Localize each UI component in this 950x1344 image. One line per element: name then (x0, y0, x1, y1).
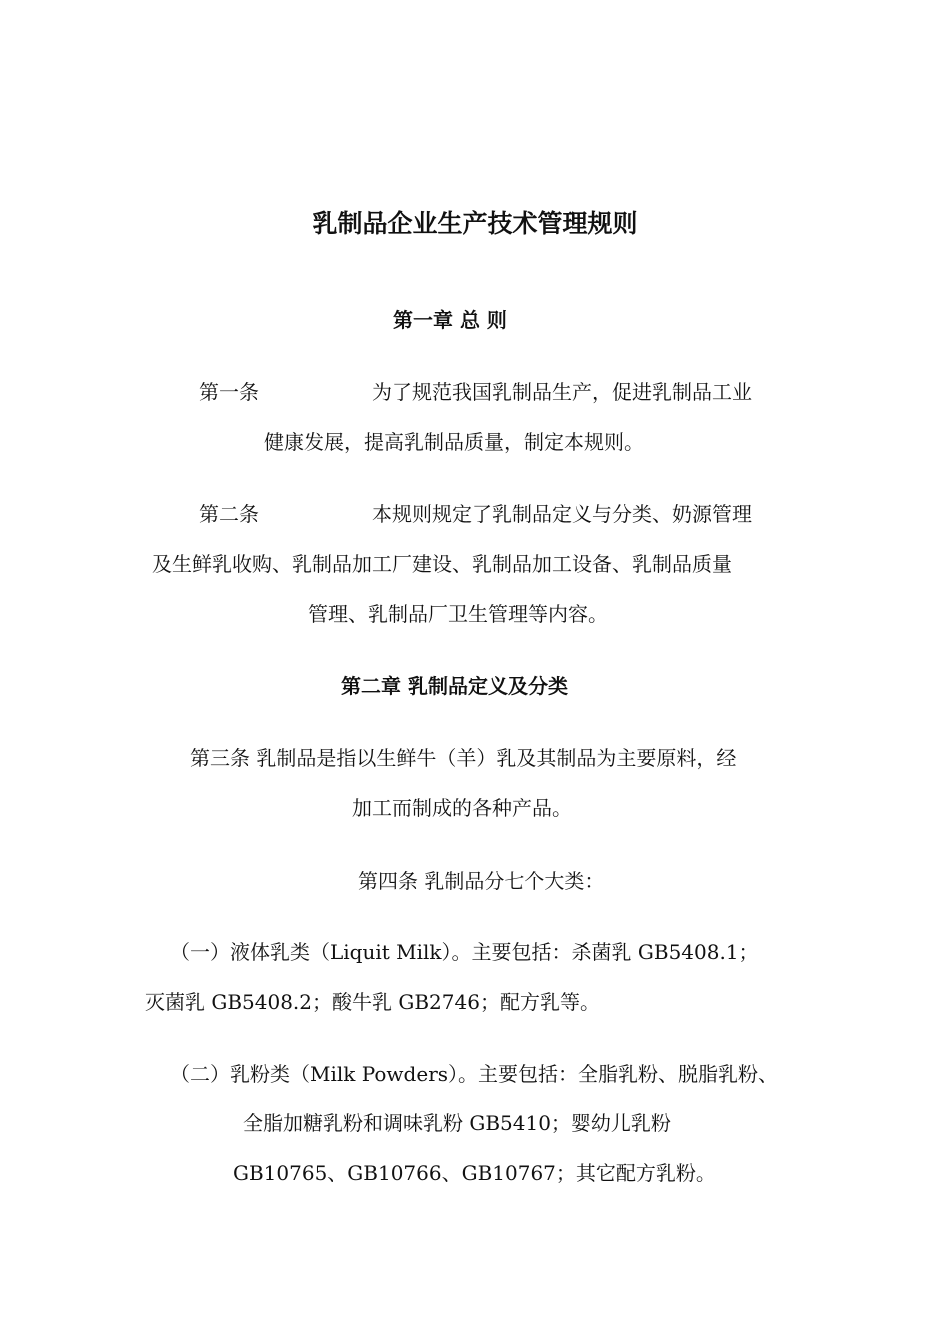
article-2-label: 第二条 (199, 502, 259, 526)
item-2-line-3: GB10765、GB10766、GB10767；其它配方乳粉。 (233, 1161, 716, 1185)
article-4-line-1: 第四条 乳制品分七个大类： (358, 869, 605, 893)
chapter-1-heading: 第一章 总 则 (393, 308, 507, 332)
item-1-line-2: 灭菌乳 GB5408.2；酸牛乳 GB2746；配方乳等。 (145, 990, 600, 1014)
item-1-line-1: （一）液体乳类（Liquit Milk）。主要包括：杀菌乳 GB5408.1； (170, 940, 759, 964)
article-2-line-3: 管理、乳制品厂卫生管理等内容。 (308, 602, 608, 626)
item-2-line-2: 全脂加糖乳粉和调味乳粉 GB5410；婴幼儿乳粉 (243, 1111, 671, 1135)
article-3-line-1: 第三条 乳制品是指以生鲜牛（羊）乳及其制品为主要原料，经 (190, 746, 737, 770)
article-3-line-2: 加工而制成的各种产品。 (352, 796, 572, 820)
article-2-line-2: 及生鲜乳收购、乳制品加工厂建设、乳制品加工设备、乳制品质量 (152, 552, 732, 576)
item-2-line-1: （二）乳粉类（Milk Powders）。主要包括：全脂乳粉、脱脂乳粉、 (170, 1062, 779, 1086)
article-1-line-1: 为了规范我国乳制品生产，促进乳制品工业 (372, 380, 752, 404)
document-title: 乳制品企业生产技术管理规则 (312, 209, 638, 238)
article-1-label: 第一条 (199, 380, 259, 404)
article-2-line-1: 本规则规定了乳制品定义与分类、奶源管理 (372, 502, 752, 526)
article-1-line-2: 健康发展，提高乳制品质量，制定本规则。 (264, 430, 644, 454)
chapter-2-heading: 第二章 乳制品定义及分类 (341, 674, 568, 698)
